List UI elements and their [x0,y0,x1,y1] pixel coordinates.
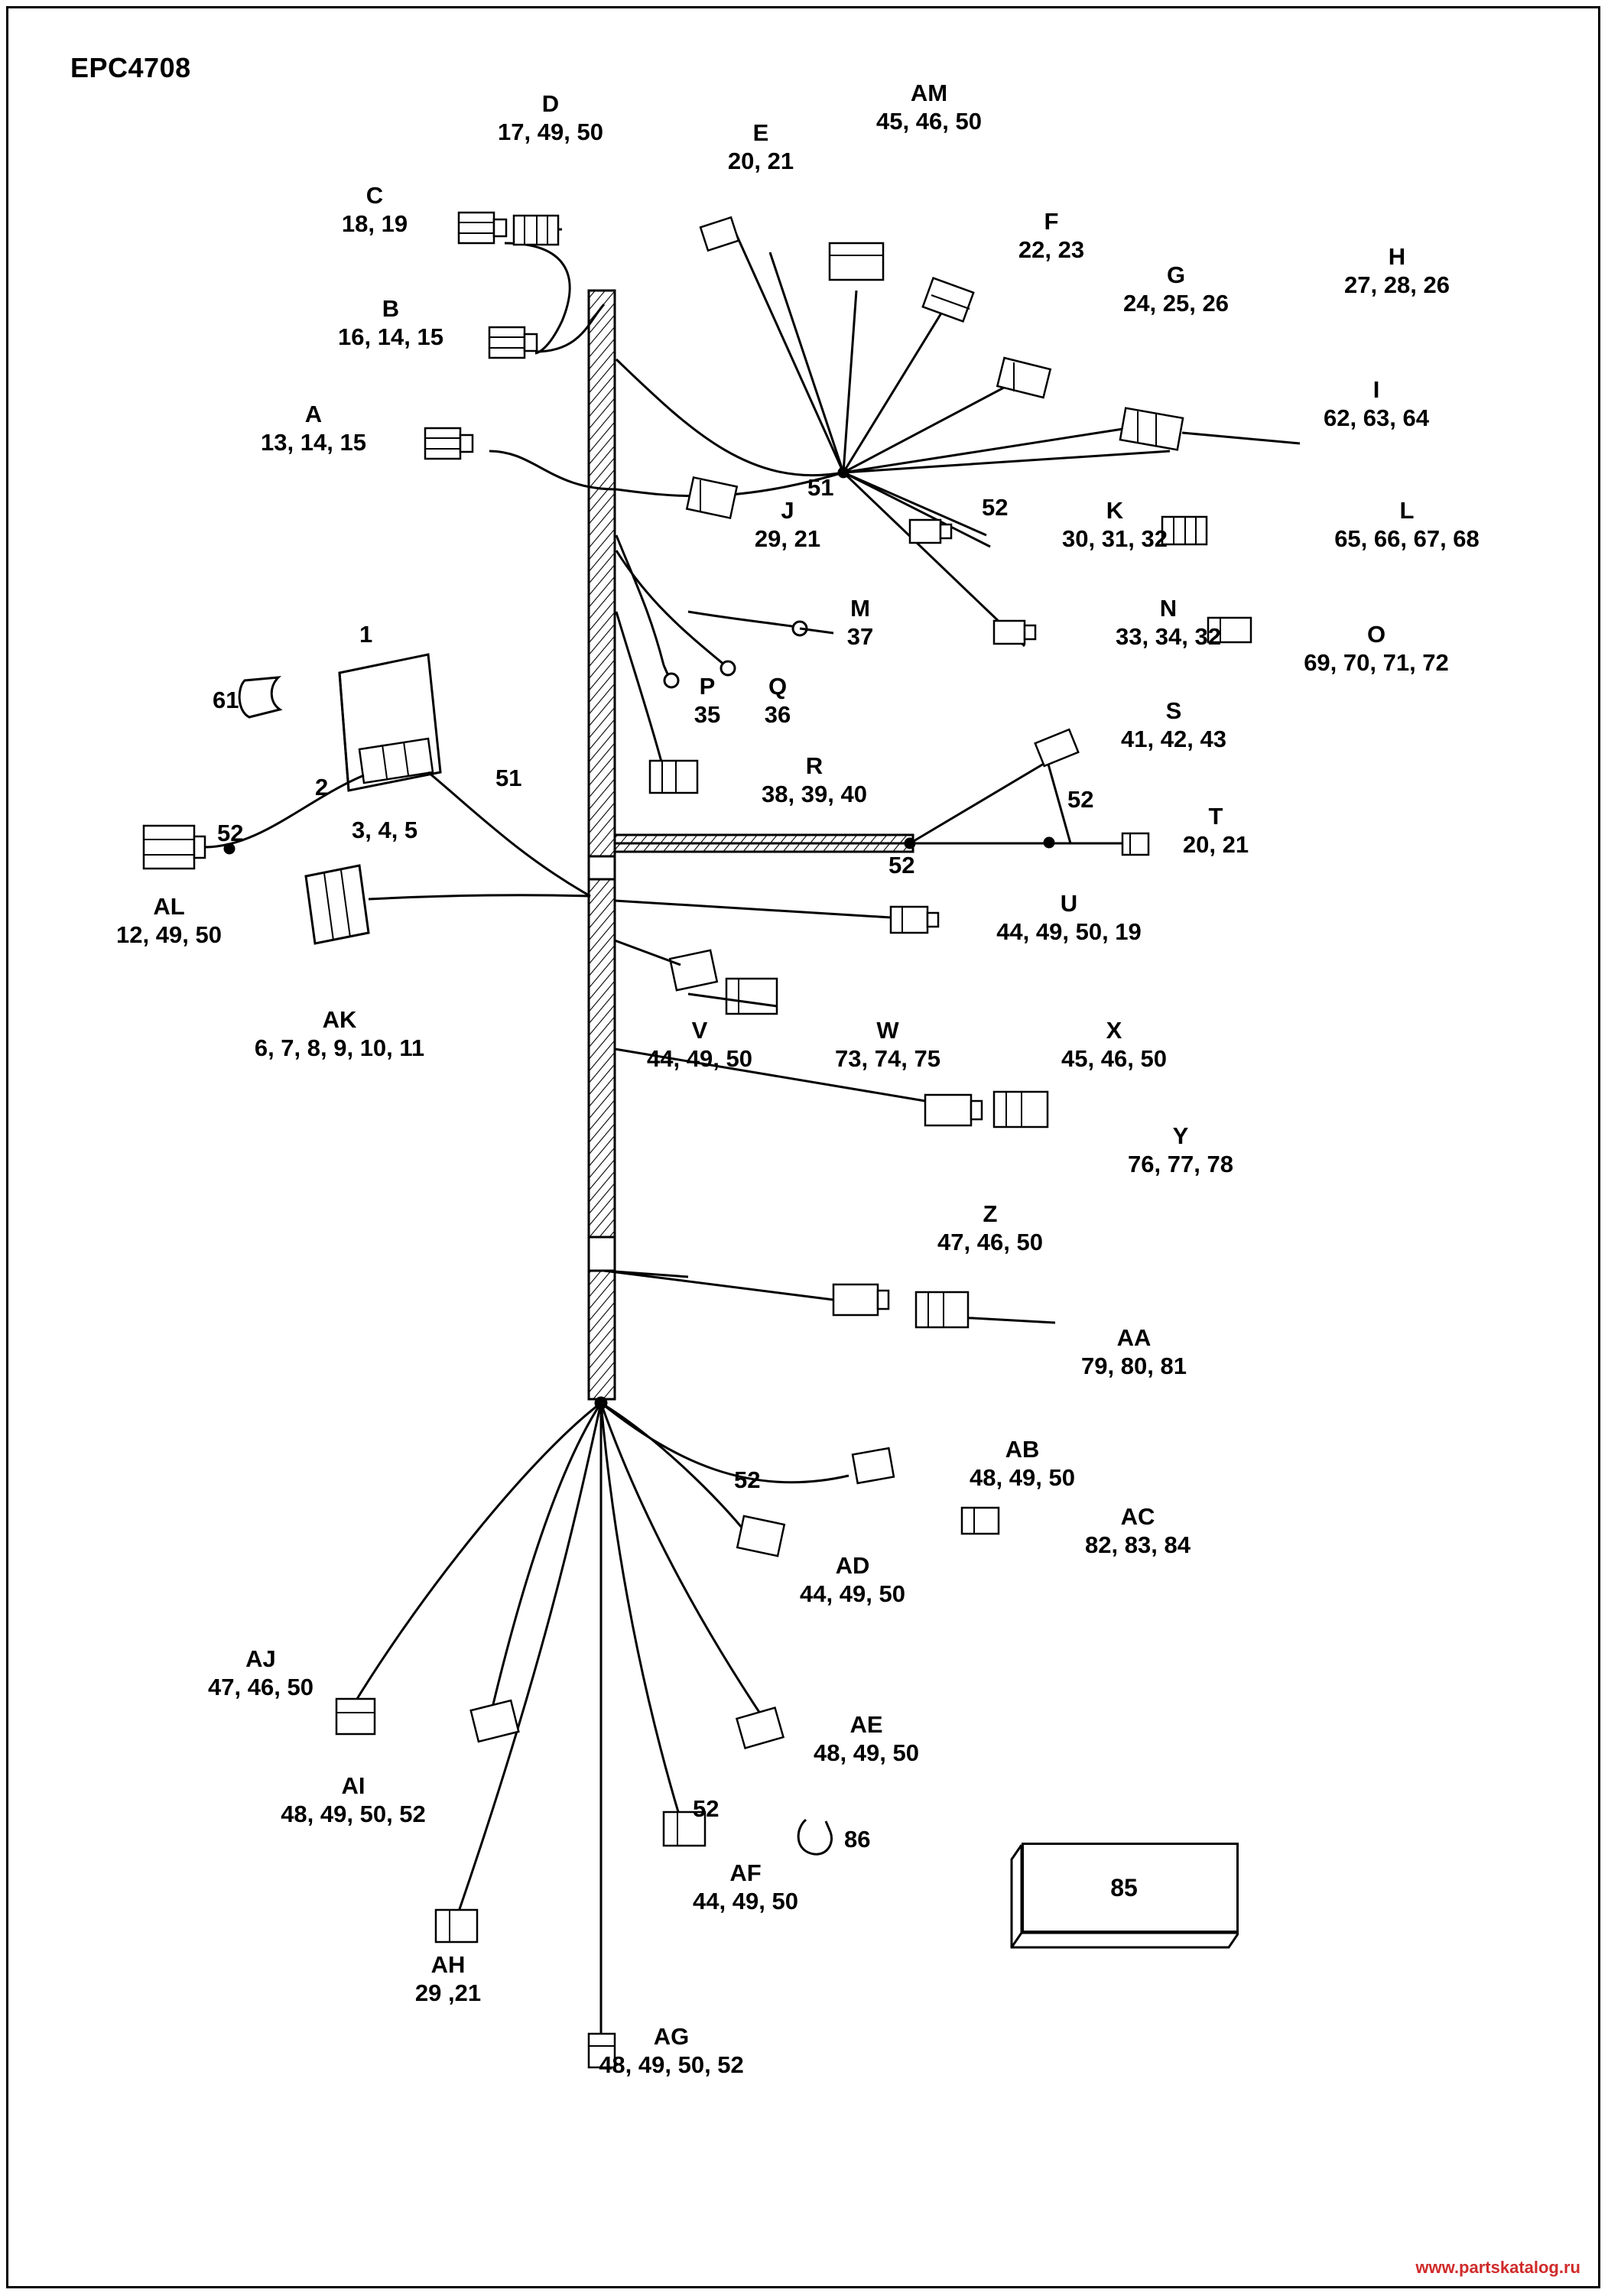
callout-L: L 65, 66, 67, 68 [1334,497,1480,552]
part-number-51-b: 51 [495,765,522,791]
page-title: EPC4708 [70,52,191,83]
callout-AA: AA 79, 80, 81 [1081,1324,1187,1379]
callout-AI: AI 48, 49, 50, 52 [281,1772,426,1827]
part-number-86: 86 [844,1826,871,1853]
part-number-52-a: 52 [982,494,1009,521]
part-number-52-f: 52 [693,1795,720,1822]
connector-D [514,216,558,245]
callout-X: X 45, 46, 50 [1061,1017,1167,1072]
callout-C: C 18, 19 [341,182,408,237]
clip-86 [798,1820,831,1854]
lead-M [688,612,797,627]
part-85-box [1009,1843,1239,1950]
callout-U: U 44, 49, 50, 19 [996,890,1142,945]
callout-AC: AC 82, 83, 84 [1085,1503,1191,1558]
callout-Z: Z 47, 46, 50 [937,1200,1043,1255]
callout-B: B 16, 14, 15 [338,295,443,350]
connector-X [994,1092,1048,1127]
connector-A [425,428,473,459]
callout-O: O 69, 70, 71, 72 [1304,621,1449,676]
connector-AI [471,1700,519,1742]
callout-AF: AF 44, 49, 50 [693,1859,798,1914]
part-1-body [339,654,440,791]
callout-G: G 24, 25, 26 [1123,261,1229,317]
lead-P [616,535,664,665]
part-number-2: 2 [315,774,329,801]
part-number-52-e: 52 [734,1466,761,1493]
callout-AE: AE 48, 49, 50 [814,1711,919,1766]
callout-Y: Y 76, 77, 78 [1128,1122,1233,1177]
part-number-61: 61 [213,687,239,713]
connector-AA [916,1292,968,1327]
part-number-1: 1 [359,621,373,648]
connector-N [994,621,1035,644]
connector-U [891,907,938,933]
connector-B [489,327,537,358]
callout-T: T 20, 21 [1182,803,1249,858]
part-number-52-c: 52 [1067,786,1094,813]
callout-E: E 20, 21 [727,119,794,174]
watermark: www.partskatalog.ru [1415,2258,1580,2277]
connector-F [923,278,973,322]
part-number-345: 3, 4, 5 [352,817,418,843]
callout-Q: Q 36 [764,673,791,728]
callout-M: M 37 [846,595,874,650]
callout-AH: AH 29 ,21 [414,1951,482,2006]
connector-C [459,213,506,243]
part-85-label: 85 [1110,1873,1138,1901]
connector-AD [737,1516,785,1556]
lead-AK [369,895,590,899]
harness-trunk [589,291,615,1399]
callout-P: P 35 [694,673,721,728]
connector-AJ [336,1699,375,1734]
callout-F: F 22, 23 [1018,208,1085,263]
clamp-61 [239,677,280,717]
connector-R [650,761,697,793]
connector-AM [830,243,883,280]
callout-AJ: AJ 47, 46, 50 [208,1645,313,1700]
callout-I: I 62, 63, 64 [1324,376,1429,431]
callout-D: D 17, 49, 50 [498,90,603,145]
connector-H [1120,408,1183,450]
connector-G [997,358,1050,398]
callout-A: A 13, 14, 15 [261,401,366,456]
callout-W: W 73, 74, 75 [835,1017,940,1072]
callout-R: R 38, 39, 40 [762,752,867,807]
callout-AL: AL 12, 49, 50 [116,893,222,948]
connector-S [1035,729,1078,766]
connector-W [726,979,777,1014]
callout-K: K 30, 31, 32 [1062,497,1168,552]
part-number-51-a: 51 [807,474,834,501]
part-number-52-b: 52 [217,820,244,846]
callout-AM: AM 45, 46, 50 [876,80,982,135]
connector-AL [144,826,205,869]
connector-V [670,950,717,990]
callout-AB: AB 48, 49, 50 [970,1436,1075,1491]
connector-Y [925,1095,982,1125]
part-number-52-d: 52 [888,852,915,878]
connector-T [1122,833,1148,855]
callout-AG: AG 48, 49, 50, 52 [599,2023,744,2078]
callout-V: V 44, 49, 50 [647,1017,752,1072]
connector-Z [833,1284,888,1315]
callout-S: S 41, 42, 43 [1121,697,1226,752]
connector-AB [853,1448,894,1483]
callout-H: H 27, 28, 26 [1344,243,1450,298]
callout-J: J 29, 21 [754,497,821,552]
connector-AC [962,1508,999,1534]
connector-AH [436,1910,477,1942]
callout-AD: AD 44, 49, 50 [800,1552,905,1607]
callout-AK: AK 6, 7, 8, 9, 10, 11 [254,1006,425,1061]
connector-AE [736,1708,783,1749]
wire-fan-upper [616,229,1170,646]
connector-AK [306,865,369,943]
connector-E [700,217,739,250]
callout-N: N 33, 34, 32 [1116,595,1221,650]
